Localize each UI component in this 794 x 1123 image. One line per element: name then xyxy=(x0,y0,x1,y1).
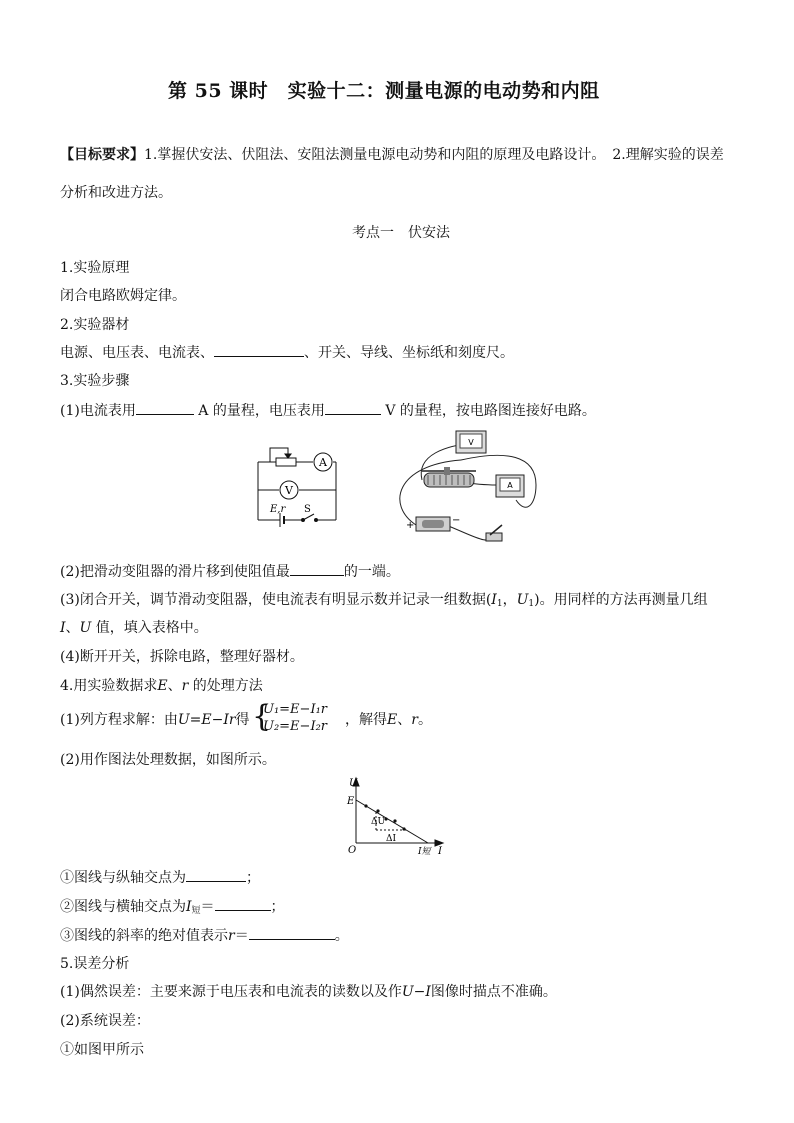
plus-label: + xyxy=(406,520,415,531)
section-heading-1: 考点一 伏安法 xyxy=(352,225,450,241)
q2b: ＝ xyxy=(200,899,215,915)
s4-heading-mid: 、 xyxy=(167,678,182,694)
s3-3g: )。用同样的方法再测量几组 xyxy=(534,592,708,608)
s2-text-a: 电源、电压表、电流表、 xyxy=(60,345,214,361)
graph-x-label: I xyxy=(438,846,442,857)
q3b: ＝ xyxy=(234,928,249,944)
fill-blank[interactable] xyxy=(186,867,246,882)
s3-3-comma: ， xyxy=(502,592,517,608)
minus-label: − xyxy=(452,515,461,526)
s3-3-sub2: 1 xyxy=(528,599,535,609)
s3-1a: (1)电流表用 xyxy=(60,403,136,419)
s3-3-sub1: 1 xyxy=(496,599,503,609)
switch-photo xyxy=(486,525,502,541)
graph-e-label: E xyxy=(347,796,355,807)
photo-v-label: V xyxy=(468,438,474,447)
s1-heading: 1.实验原理 xyxy=(60,260,130,276)
q2c: ； xyxy=(270,899,285,915)
graph-di-label: ΔI xyxy=(386,834,397,844)
equation-2: U₂=E−I₂r xyxy=(263,719,328,734)
s3-2b: 的一端。 xyxy=(343,564,400,580)
s3-3-l2-I: I xyxy=(60,620,66,636)
graph-origin: O xyxy=(348,845,357,856)
q1 xyxy=(60,867,260,888)
s2-text xyxy=(60,342,514,363)
battery-photo xyxy=(416,517,450,531)
q1a: ①图线与纵轴交点为 xyxy=(60,870,186,886)
graph-ishort-label: I短 xyxy=(418,847,431,857)
s3-2a: (2)把滑动变阻器的滑片移到使阻值最 xyxy=(60,564,290,580)
s4-step1 xyxy=(60,710,250,730)
s4-1a: (1)列方程求解：由 xyxy=(60,712,178,728)
objectives-line1 xyxy=(60,145,724,165)
s4-1b: 得 xyxy=(235,712,250,728)
s2-heading: 2.实验器材 xyxy=(60,317,130,333)
s3-3-l2-sep: 、 xyxy=(65,620,80,636)
s3-3-l2-end: 值，填入表格中。 xyxy=(91,620,208,636)
s5-step2: (2)系统误差： xyxy=(60,1013,150,1029)
q2 xyxy=(60,896,285,921)
s3-step4: (4)断开开关，拆除电路，整理好器材。 xyxy=(60,649,304,665)
data-point xyxy=(393,819,396,822)
fill-blank[interactable] xyxy=(215,896,271,911)
data-point xyxy=(376,809,379,812)
s5-heading: 5.误差分析 xyxy=(60,956,130,972)
s4-1-E: E xyxy=(387,712,398,728)
q2-sub: 短 xyxy=(191,906,201,916)
photo-a-label: A xyxy=(507,481,513,490)
s4-heading-E: E xyxy=(157,678,168,694)
s1-text: 闭合电路欧姆定律。 xyxy=(60,288,186,304)
objectives-text-1: 1.掌握伏安法、伏阻法、安阻法测量电源电动势和内阻的原理及电路设计。 2.理解实验的误差 xyxy=(144,147,724,163)
q3a: ③图线的斜率的绝对值表示 xyxy=(60,928,228,944)
graph-y-label: U xyxy=(349,778,358,789)
s3-3-l2-U: U xyxy=(79,620,92,636)
q3c: 。 xyxy=(334,928,349,944)
s4-heading xyxy=(60,676,263,696)
s2-text-b: 、开关、导线、坐标纸和刻度尺。 xyxy=(304,345,514,361)
s3-step2 xyxy=(60,561,400,582)
fill-blank[interactable] xyxy=(136,400,194,415)
s3-1c: V 的量程，按电路图连接好电路。 xyxy=(385,403,596,419)
s4-heading-a: 4.用实验数据求 xyxy=(60,678,158,694)
fill-blank[interactable] xyxy=(214,342,304,357)
battery-label: E,r xyxy=(270,504,286,515)
s3-step3-line2 xyxy=(60,618,208,638)
data-point xyxy=(402,827,405,830)
s3-1b: A 的量程，电压表用 xyxy=(198,403,325,419)
s4-heading-end: 的处理方法 xyxy=(188,678,263,694)
q2a: ②图线与横轴交点为 xyxy=(60,899,186,915)
s5-step3: ①如图甲所示 xyxy=(60,1042,144,1058)
fill-blank[interactable] xyxy=(290,561,344,576)
s4-1c: ，解得 xyxy=(345,712,387,728)
objectives-label: 【目标要求】 xyxy=(60,147,144,163)
fill-blank[interactable] xyxy=(325,400,381,415)
ammeter-label: A xyxy=(319,456,327,469)
s3-step1 xyxy=(60,400,596,421)
page-title: 第 55 课时 实验十二：测量电源的电动势和内阻 xyxy=(168,80,600,102)
s4-step2: (2)用作图法处理数据，如图所示。 xyxy=(60,752,276,768)
ammeter-photo xyxy=(496,475,524,497)
s3-3-U: U xyxy=(516,592,529,608)
voltmeter-photo xyxy=(456,431,486,453)
circuit-diagram xyxy=(250,440,350,530)
s4-1-formula: U=E−Ir xyxy=(177,712,236,728)
s5-1-end: 图像时描点不准确。 xyxy=(430,984,557,1000)
s3-3a: (3)闭合开关，调节滑动变阻器，使电流表有明显示数并记录一组数据( xyxy=(60,592,492,608)
ui-graph xyxy=(338,775,448,857)
data-point xyxy=(364,804,367,807)
graph-du-label: ΔU xyxy=(371,817,386,827)
s4-1-r: r xyxy=(411,712,418,728)
equation-brace: { xyxy=(252,699,272,734)
q3-r: r xyxy=(228,928,235,944)
fill-blank[interactable] xyxy=(249,925,335,940)
q1b: ； xyxy=(246,870,260,886)
switch-label: S xyxy=(304,504,311,515)
s3-3-I: I xyxy=(491,592,497,608)
s3-step3 xyxy=(60,590,708,614)
rheostat-photo xyxy=(422,467,476,487)
s3-heading: 3.实验步骤 xyxy=(60,373,130,389)
objectives-line2: 分析和改进方法。 xyxy=(60,185,172,201)
q2-I: I xyxy=(186,899,192,915)
s4-1-sep: 、 xyxy=(397,712,412,728)
apparatus-illustration xyxy=(386,425,542,550)
s4-1-end: 。 xyxy=(417,712,432,728)
voltmeter-label: V xyxy=(285,484,293,497)
s5-1-ui: U−I xyxy=(401,984,431,1000)
equation-1: U₁=E−I₁r xyxy=(263,702,328,717)
s5-step1 xyxy=(60,982,557,1002)
s5-1a: (1)偶然误差：主要来源于电压表和电流表的读数以及作 xyxy=(60,984,402,1000)
s4-heading-r: r xyxy=(181,678,189,694)
s4-step1-result xyxy=(345,710,432,730)
q3 xyxy=(60,925,349,946)
